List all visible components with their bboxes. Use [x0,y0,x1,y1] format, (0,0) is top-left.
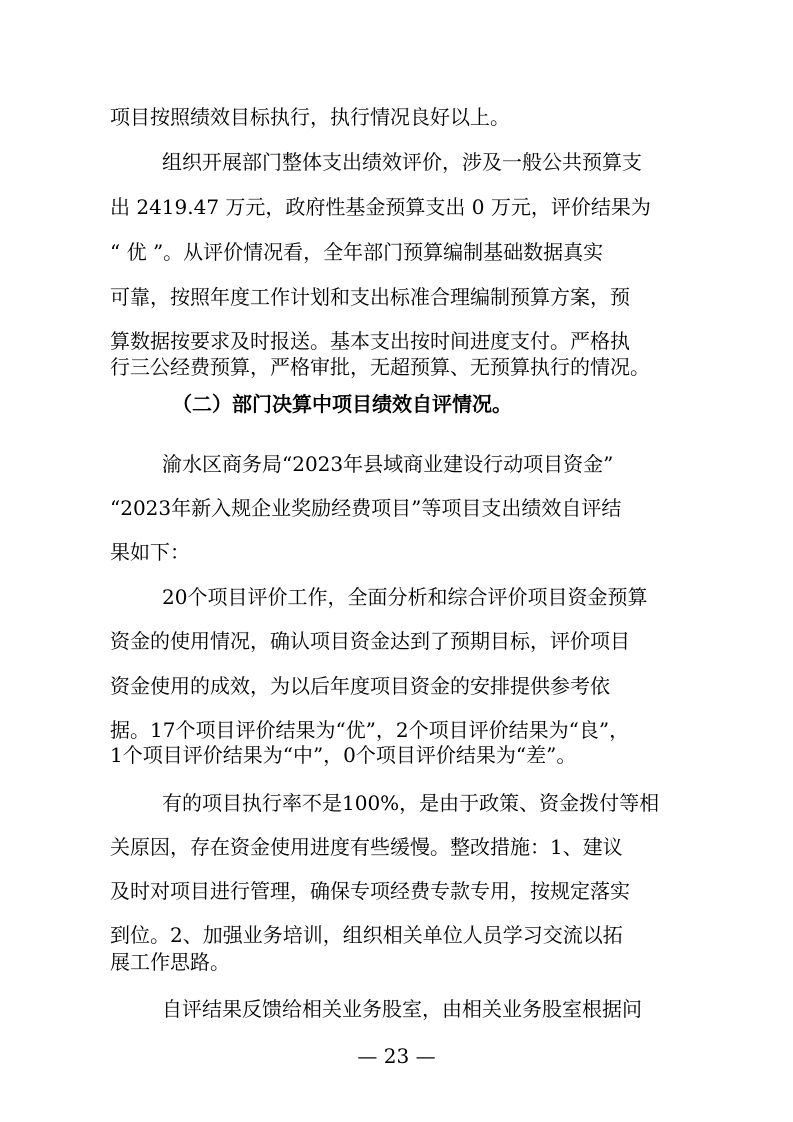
text-line-6: 算数据按要求及时报送。基本支出按时间进度支付。严格执 [110,329,630,353]
text-line-13: 资金的使用情况，确认项目资金达到了预期目标，评价项目 [110,629,630,653]
text-line-22: 自评结果反馈给相关业务股室，由相关业务股室根据问 [162,997,642,1021]
text-line-5: 可靠，按照年度工作计划和支出标准合理编制预算方案，预 [110,285,630,309]
text-line-20: 到位。2、加强业务培训，组织相关单位人员学习交流以拓 [110,923,623,947]
text-line-12: 20个项目评价工作，全面分析和综合评价项目资金预算 [162,585,648,609]
page-number: — 23 — [357,1044,436,1068]
text-line-10: “2023年新入规企业奖励经费项目”等项目支出绩效自评结 [110,496,622,520]
text-line-1: 项目按照绩效目标执行，执行情况良好以上。 [110,105,510,129]
text-line-15: 据。17个项目评价结果为“优”，2个项目评价结果为“良”， [110,718,630,742]
text-line-4: “ 优 ”。从评价情况看，全年部门预算编制基础数据真实 [110,240,604,264]
text-line-16: 1个项目评价结果为“中”，0个项目评价结果为“差”。 [110,743,577,767]
text-line-2: 组织开展部门整体支出绩效评价，涉及一般公共预算支 [162,150,642,174]
text-line-11: 果如下： [110,540,190,564]
text-line-21: 展工作思路。 [110,950,230,974]
text-line-19: 及时对项目进行管理，确保专项经费专款专用，按规定落实 [110,879,630,903]
text-line-3: 出 2419.47 万元，政府性基金预算支出 0 万元，评价结果为 [110,195,651,219]
text-line-18: 关原因，存在资金使用进度有些缓慢。整改措施：1、建议 [110,835,623,859]
text-line-7: 行三公经费预算，严格审批，无超预算、无预算执行的情况。 [110,355,650,379]
text-line-14: 资金使用的成效，为以后年度项目资金的安排提供参考依 [110,674,610,698]
text-line-17: 有的项目执行率不是100%，是由于政策、资金拨付等相 [162,791,660,815]
section-heading: （二）部门决算中项目绩效自评情况。 [172,392,512,416]
text-line-9: 渝水区商务局“2023年县域商业建设行动项目资金” [162,452,614,476]
